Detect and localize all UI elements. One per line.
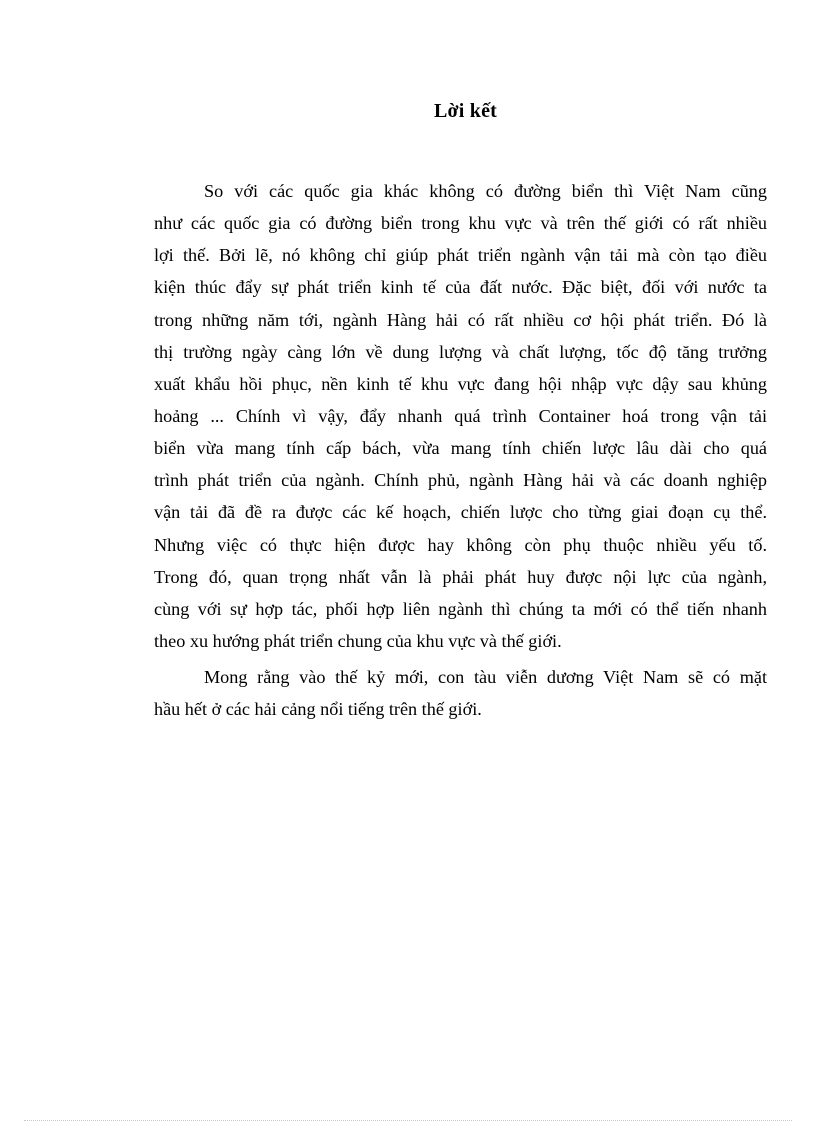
paragraph-line: biển vừa mang tính cấp bách, vừa mang tính chiến lược lâu dài cho quá (154, 438, 767, 458)
paragraph-line: vận tải đã đề ra được các kế hoạch, chiến lược cho từng giai đoạn cụ thể. (154, 502, 767, 522)
paragraph-line: lợi thế. Bởi lẽ, nó không chỉ giúp phát triển ngành vận tải mà còn tạo điều (154, 245, 767, 265)
paragraph-line: như các quốc gia có đường biển trong khu vực và trên thế giới có rất nhiều (154, 213, 767, 233)
paragraph-line: hoảng ... Chính vì vậy, đẩy nhanh quá trình Container hoá trong vận tải (154, 406, 767, 426)
page-title: Lời kết (433, 100, 498, 122)
paragraph-line: cùng với sự hợp tác, phối hợp liên ngành thì chúng ta mới có thể tiến nhanh (154, 599, 767, 619)
paragraph-line: trong những năm tới, ngành Hàng hải có rất nhiều cơ hội phát triển. Đó là (154, 310, 767, 330)
paragraph-line: Trong đó, quan trọng nhất vẫn là phải phát huy được nội lực của ngành, (154, 567, 767, 587)
paragraph-line: thị trường ngày càng lớn về dung lượng và chất lượng, tốc độ tăng trưởng (154, 342, 767, 362)
paragraph-line: trình phát triển của ngành. Chính phủ, ngành Hàng hải và các doanh nghiệp (154, 470, 767, 490)
paragraph-line: xuất khẩu hồi phục, nền kinh tế khu vực đang hội nhập vực dậy sau khủng (154, 374, 767, 394)
paragraph-line: So với các quốc gia khác không có đường biển thì Việt Nam cũng (204, 181, 767, 201)
paragraph-line: theo xu hướng phát triển chung của khu vực và thế giới. (154, 631, 562, 651)
paragraph-line: Nhưng việc có thực hiện được hay không còn phụ thuộc nhiều yếu tố. (154, 535, 767, 555)
paragraph-line: kiện thúc đẩy sự phát triển kinh tế của đất nước. Đặc biệt, đối với nước ta (154, 277, 767, 297)
paragraph-line: hầu hết ở các hải cảng nổi tiếng trên thế giới. (154, 699, 482, 719)
paragraph-line: Mong rằng vào thế kỷ mới, con tàu viễn dương Việt Nam sẽ có mặt (204, 667, 767, 687)
page-bottom-divider (24, 1120, 792, 1121)
